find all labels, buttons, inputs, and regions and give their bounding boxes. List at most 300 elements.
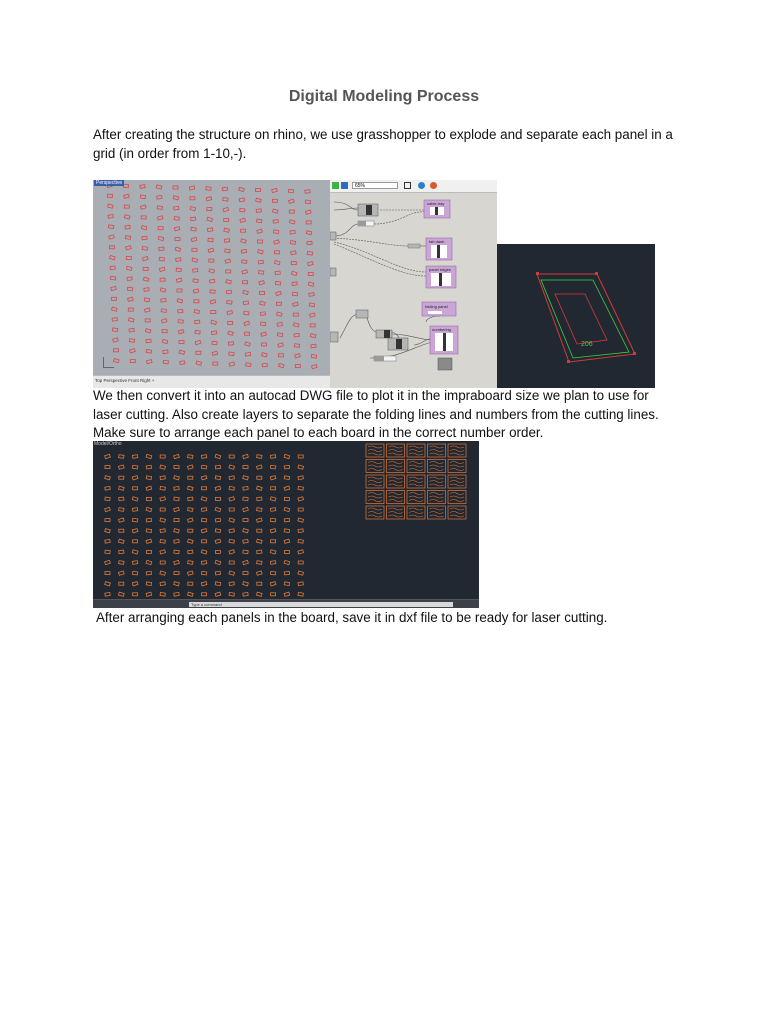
panel-shape xyxy=(174,466,179,469)
panel-shape xyxy=(187,539,193,543)
panel-shape xyxy=(243,301,248,305)
panel-shape xyxy=(261,322,266,326)
panel-shape xyxy=(260,312,265,316)
panel-shape xyxy=(118,592,124,596)
panel-shape xyxy=(193,269,198,273)
board-sheet xyxy=(366,506,384,519)
panel-shape xyxy=(215,529,220,533)
panel-shape xyxy=(260,292,265,295)
panel-shape xyxy=(105,476,111,480)
panel-shape xyxy=(187,465,193,469)
panel-shape xyxy=(174,454,180,458)
panel-shape xyxy=(140,185,145,189)
panel-shape xyxy=(142,246,147,250)
panel-shape xyxy=(157,206,162,210)
panel-shape xyxy=(276,291,282,295)
panel-shape xyxy=(133,540,138,543)
panel-shape xyxy=(229,550,235,554)
panel-shape xyxy=(211,331,216,335)
panel-shape xyxy=(178,320,183,324)
zoom-extents-icon[interactable] xyxy=(404,182,411,189)
panel-shape xyxy=(132,529,138,533)
panel-shape xyxy=(160,592,165,596)
panel-shape xyxy=(284,539,290,543)
panel-shape xyxy=(187,571,193,575)
panel-shape xyxy=(188,529,193,532)
panel-shape xyxy=(192,258,198,262)
panel-shape xyxy=(228,321,233,324)
panel-shape xyxy=(223,197,228,201)
panel-shape xyxy=(159,267,165,271)
panel-shape xyxy=(112,318,117,322)
panel-shape xyxy=(278,363,284,367)
panel-shape xyxy=(179,350,185,354)
panel-shape xyxy=(227,310,233,314)
panel-shape xyxy=(145,319,150,322)
panel-shape xyxy=(201,561,206,565)
panel-shape xyxy=(243,281,248,284)
panel-shape xyxy=(210,290,215,294)
panel-shape xyxy=(243,454,249,458)
panel-shape xyxy=(201,455,206,459)
panel-shape xyxy=(193,279,198,283)
panel-shape xyxy=(160,518,166,522)
board-sheet xyxy=(428,475,446,488)
panel-shape xyxy=(146,497,151,500)
panel-shape xyxy=(277,333,282,337)
panel-shape xyxy=(256,198,262,202)
panel-shape xyxy=(201,508,206,512)
panel-shape xyxy=(207,228,212,232)
rhino-viewport[interactable] xyxy=(93,180,330,388)
panel-shape xyxy=(163,360,168,364)
panel-shape xyxy=(105,582,111,586)
panel-shape xyxy=(262,353,268,357)
panel-shape xyxy=(243,550,248,554)
panel-shape xyxy=(146,507,152,511)
panel-shape xyxy=(215,560,221,564)
command-bar xyxy=(93,599,479,608)
panel-shape xyxy=(298,497,304,501)
panel-shape xyxy=(256,209,261,213)
panel-shape xyxy=(160,497,166,501)
autocad-paragraph: We then convert it into an autocad DWG file to plot it in the impraboard size we plan to use for laser cutting. Also create layers to separate the folding lines and numbers from the cutting lines. Make sure to arrange each panel to each board in the correct number order. xyxy=(93,388,659,440)
panel-shape xyxy=(262,343,267,346)
panel-shape xyxy=(271,540,276,543)
panel-shape xyxy=(275,271,280,275)
panel-shape xyxy=(270,455,275,459)
panel-shape xyxy=(146,550,151,553)
panel-shape xyxy=(109,246,114,249)
panel-shape xyxy=(288,189,293,193)
panel-shape xyxy=(174,206,179,210)
panel-shape xyxy=(292,292,297,296)
panel-shape xyxy=(162,330,167,333)
panel-shape xyxy=(133,593,138,596)
panel-shape xyxy=(143,267,148,270)
panel-shape xyxy=(174,572,179,575)
panel-shape xyxy=(132,455,137,459)
panel-shape xyxy=(188,550,193,554)
panel-shape xyxy=(293,302,299,306)
grasshopper-graph xyxy=(330,180,497,388)
panel-shape xyxy=(132,518,137,522)
panel-shape xyxy=(273,220,278,224)
panel-shape xyxy=(289,199,295,203)
panel-shape xyxy=(118,518,124,522)
panel-shape xyxy=(119,561,124,565)
panel-shape xyxy=(107,204,113,208)
zoom-field[interactable]: 65% xyxy=(352,182,398,189)
panel-shape xyxy=(309,313,315,317)
gh-node-label: folding panel xyxy=(425,304,448,309)
viewport-label: Model/Ortho xyxy=(94,441,122,447)
panel-shape xyxy=(227,300,232,304)
panel-shape xyxy=(175,238,180,241)
panel-shape xyxy=(108,215,113,219)
panel-shape xyxy=(212,341,217,345)
board-sheet xyxy=(387,460,405,473)
panel-shape xyxy=(128,308,133,311)
panel-shape xyxy=(160,465,166,469)
panel-shape xyxy=(240,208,245,212)
panel-shape xyxy=(256,486,262,490)
panel-shape xyxy=(160,508,165,511)
panel-shape xyxy=(256,592,262,596)
panel-shape xyxy=(226,290,231,294)
panel-shape xyxy=(261,332,267,336)
panel-shape xyxy=(284,529,289,533)
panel-shape xyxy=(144,308,150,312)
panel-shape xyxy=(284,592,290,596)
panel-shape xyxy=(270,561,275,565)
panel-shape xyxy=(270,582,276,586)
panel-shape xyxy=(298,539,303,543)
panel-shape xyxy=(105,507,111,511)
panel-shape xyxy=(202,487,207,490)
panel-shape xyxy=(245,332,250,335)
board-sheet xyxy=(387,475,405,488)
panel-shape xyxy=(270,508,275,512)
panel-shape xyxy=(209,279,214,283)
rhino-panel-grid xyxy=(93,180,330,388)
panel-shape xyxy=(305,200,310,204)
panel-shape xyxy=(243,582,249,586)
panel-shape xyxy=(128,297,134,301)
panel-shape xyxy=(309,303,314,307)
panel-shape xyxy=(272,188,278,192)
panel-shape xyxy=(191,217,196,221)
panel-shape xyxy=(271,593,276,596)
panel-shape xyxy=(140,195,145,199)
panel-shape xyxy=(160,582,165,586)
panel-shape xyxy=(201,465,206,469)
panel-shape xyxy=(187,592,193,596)
board-sheet xyxy=(366,491,384,504)
panel-shape xyxy=(258,250,264,254)
gh-node-label: tab dash xyxy=(429,239,445,244)
panel-shape xyxy=(129,328,134,332)
panel-shape xyxy=(118,571,124,575)
panel-shape xyxy=(124,215,130,219)
panel-shape xyxy=(228,331,234,335)
board-sheet xyxy=(428,506,446,519)
panel-shape xyxy=(128,318,134,322)
panel-shape xyxy=(105,519,110,522)
panel-shape xyxy=(215,465,220,469)
panel-shape xyxy=(209,269,215,273)
panel-shape xyxy=(271,487,276,490)
preview-eye-icon[interactable] xyxy=(418,182,425,189)
board-sheet xyxy=(448,506,466,519)
board-sheet xyxy=(428,460,446,473)
panel-shape xyxy=(188,455,193,459)
panel-shape xyxy=(243,560,249,564)
viewport-label[interactable]: Perspective xyxy=(96,180,123,186)
panel-shape xyxy=(109,235,115,239)
panel-shape xyxy=(308,272,313,275)
panel-shape xyxy=(142,256,148,260)
page-title: Digital Modeling Process xyxy=(288,88,480,105)
panel-shape xyxy=(215,497,220,500)
bake-icon[interactable] xyxy=(430,182,437,189)
panel-shape xyxy=(124,205,129,208)
panel-shape xyxy=(211,311,216,314)
panel-shape xyxy=(146,476,151,480)
panel-shape xyxy=(228,342,233,346)
panel-shape xyxy=(174,217,179,221)
panel-shape xyxy=(112,328,117,332)
panel-shape xyxy=(111,286,117,290)
panel-shape xyxy=(132,497,138,501)
board-sheet xyxy=(448,475,466,488)
panel-shape xyxy=(243,529,249,533)
panel-shape xyxy=(224,239,229,243)
panel-shape xyxy=(141,216,146,219)
panel-shape xyxy=(311,344,316,348)
panel-shape xyxy=(215,539,221,543)
panel-shape xyxy=(146,571,151,575)
board-sheet xyxy=(407,475,425,488)
board-sheet xyxy=(366,475,384,488)
panel-number-label: 206 xyxy=(581,341,593,348)
panel-shape xyxy=(243,519,248,522)
panel-shape xyxy=(177,299,183,303)
panel-shape xyxy=(132,476,138,480)
panel-shape xyxy=(284,571,289,575)
figure-rhino-grasshopper-autocad xyxy=(93,180,655,388)
panel-shape xyxy=(141,226,147,230)
panel-shape xyxy=(305,210,311,214)
panel-shape xyxy=(298,571,304,575)
panel-shape xyxy=(105,497,110,501)
command-input[interactable]: Type a command xyxy=(189,602,453,607)
panel-shape xyxy=(289,220,295,224)
board-sheet xyxy=(387,506,405,519)
panel-shape xyxy=(174,582,180,586)
panel-shape xyxy=(179,341,184,344)
panel-shape xyxy=(226,270,231,273)
save-icon[interactable] xyxy=(341,182,348,189)
board-sheet xyxy=(366,444,384,457)
panel-shape xyxy=(113,358,119,362)
panel-shape xyxy=(276,312,282,316)
viewport-tabs[interactable]: Top Perspective Front Right + xyxy=(95,378,155,383)
autocad-panel-preview xyxy=(497,244,655,388)
panel-shape xyxy=(144,298,149,302)
panel-shape xyxy=(174,507,180,511)
panel-shape xyxy=(284,582,289,586)
panel-shape xyxy=(161,298,166,302)
panel-shape xyxy=(160,571,166,575)
panel-shape xyxy=(201,518,206,522)
panel-shape xyxy=(215,476,220,480)
panel-shape xyxy=(110,276,115,280)
panel-shape xyxy=(215,507,221,511)
panel-shape xyxy=(311,354,316,358)
panel-shape xyxy=(284,465,289,469)
panel-shape xyxy=(242,260,247,264)
panel-shape xyxy=(125,236,130,240)
panel-shape xyxy=(191,237,197,241)
panel-shape xyxy=(126,257,131,260)
panel-shape xyxy=(119,550,124,554)
panel-shape xyxy=(306,231,312,235)
panel-shape xyxy=(229,592,234,596)
panel-shape xyxy=(201,550,207,554)
panel-shape xyxy=(293,313,298,316)
panel-shape xyxy=(270,518,275,522)
panel-shape xyxy=(174,227,180,231)
panel-shape xyxy=(259,281,265,285)
panel-shape xyxy=(298,455,303,458)
panel-shape xyxy=(242,270,248,274)
panel-shape xyxy=(160,539,165,543)
panel-shape xyxy=(270,529,276,533)
panel-shape xyxy=(257,550,262,554)
panel-shape xyxy=(292,282,297,286)
panel-shape xyxy=(257,508,262,512)
panel-shape xyxy=(284,454,290,458)
figure-autocad-layout[interactable] xyxy=(93,441,479,608)
panel-shape xyxy=(105,592,110,596)
panel-shape xyxy=(176,258,181,262)
panel-shape xyxy=(206,187,211,191)
panel-shape xyxy=(213,362,218,365)
panel-shape xyxy=(140,205,146,209)
panel-shape xyxy=(215,486,221,490)
panel-shape xyxy=(105,454,111,458)
panel-shape xyxy=(210,300,216,304)
panel-shape xyxy=(310,334,316,338)
panel-shape xyxy=(245,352,250,356)
panel-shape xyxy=(270,571,275,575)
panel-shape xyxy=(111,307,117,311)
panel-shape xyxy=(187,518,193,522)
panel-shape xyxy=(194,300,199,303)
panel-shape xyxy=(229,352,234,356)
panel-shape xyxy=(132,465,137,469)
panel-shape xyxy=(174,539,179,543)
panel-shape xyxy=(273,230,278,234)
panel-shape xyxy=(243,539,248,543)
panel-shape xyxy=(105,539,110,543)
panel-shape xyxy=(215,571,220,575)
panel-shape xyxy=(224,218,229,221)
panel-shape xyxy=(160,278,165,281)
panel-shape xyxy=(109,255,115,259)
panel-shape xyxy=(215,518,220,522)
panel-shape xyxy=(310,324,315,327)
panel-shape xyxy=(174,486,179,490)
panel-shape xyxy=(229,455,234,458)
panel-shape xyxy=(158,227,163,230)
board-sheet xyxy=(448,460,466,473)
panel-shape xyxy=(243,497,248,501)
panel-shape xyxy=(244,311,249,315)
panel-shape xyxy=(309,293,314,297)
gh-node-label: panel edges xyxy=(429,267,451,272)
panel-shape xyxy=(298,561,303,564)
panel-shape xyxy=(259,271,264,275)
panel-shape xyxy=(209,259,214,262)
open-icon[interactable] xyxy=(332,182,339,189)
panel-shape xyxy=(295,365,300,368)
panel-shape xyxy=(284,476,289,480)
panel-shape xyxy=(241,239,247,243)
panel-shape xyxy=(113,349,118,352)
panel-shape xyxy=(163,350,168,354)
panel-shape xyxy=(298,465,304,469)
panel-shape xyxy=(257,497,262,501)
panel-shape xyxy=(256,571,262,575)
panel-shape xyxy=(124,194,130,198)
panel-shape xyxy=(188,497,193,501)
panel-shape xyxy=(173,196,179,200)
panel-shape xyxy=(189,186,195,190)
board-sheet xyxy=(387,491,405,504)
grasshopper-canvas[interactable] xyxy=(330,180,497,388)
panel-shape xyxy=(132,561,137,565)
panel-shape xyxy=(298,529,303,533)
panel-shape xyxy=(291,262,296,265)
panel-shape xyxy=(215,454,221,458)
panel-shape xyxy=(118,539,124,543)
panel-shape xyxy=(119,455,124,459)
panel-shape xyxy=(162,339,168,343)
panel-shape xyxy=(212,351,218,355)
panel-shape xyxy=(196,361,202,365)
panel-shape xyxy=(307,251,312,255)
panel-shape xyxy=(158,236,164,240)
panel-shape xyxy=(129,339,134,343)
panel-shape xyxy=(272,199,277,202)
panel-shape xyxy=(180,361,185,365)
panel-shape xyxy=(161,319,167,323)
panel-shape xyxy=(146,582,151,586)
panel-shape xyxy=(146,539,152,543)
panel-shape xyxy=(195,340,201,344)
panel-shape xyxy=(105,466,110,469)
panel-shape xyxy=(298,476,303,480)
panel-shape xyxy=(144,288,149,292)
panel-shape xyxy=(119,529,124,532)
panel-shape xyxy=(208,238,213,242)
panel-shape xyxy=(146,454,152,458)
panel-shape xyxy=(244,321,250,325)
panel-shape xyxy=(241,249,246,253)
panel-shape xyxy=(307,241,312,245)
